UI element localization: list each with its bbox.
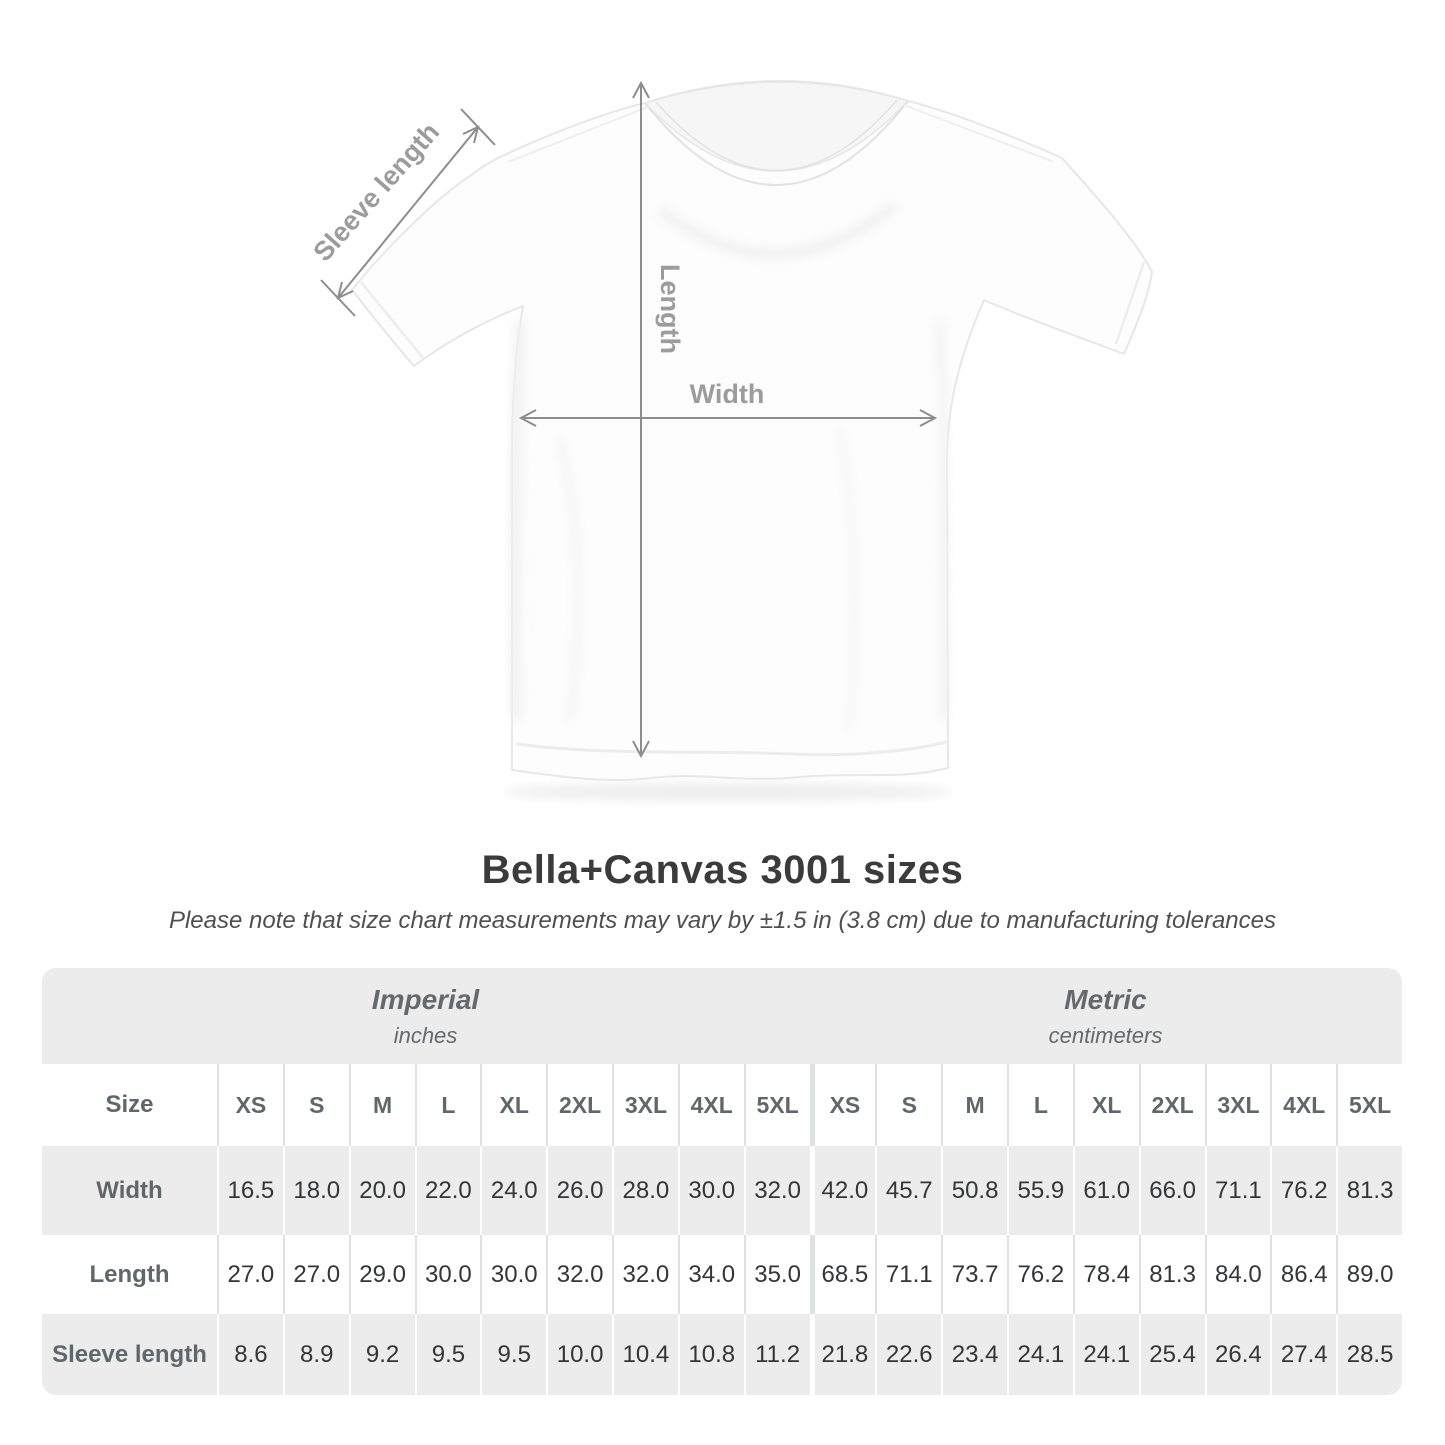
table-cell: 30.0	[415, 1235, 481, 1314]
table-cell: 3XL	[1205, 1064, 1271, 1146]
table-cell: 2XL	[546, 1064, 612, 1146]
unit-group-imperial	[42, 968, 809, 1064]
table-cell: 21.8	[810, 1314, 876, 1395]
table-cell: 71.1	[1205, 1146, 1271, 1235]
table-cell: 9.2	[349, 1314, 415, 1395]
row-label: Sleeve length	[42, 1314, 217, 1395]
table-cell: 81.3	[1139, 1235, 1205, 1314]
size-table-grid	[42, 1064, 1402, 1395]
imperial-header: Imperial	[371, 983, 480, 1015]
table-cell: 2XL	[1139, 1064, 1205, 1146]
table-cell: 27.0	[283, 1235, 349, 1314]
imperial-unit: inches	[393, 1022, 458, 1048]
table-cell: 81.3	[1336, 1146, 1402, 1235]
table-cell: 28.5	[1336, 1314, 1402, 1395]
table-row	[42, 1146, 1402, 1235]
tshirt-photo	[352, 81, 1152, 780]
table-cell: M	[941, 1064, 1007, 1146]
table-cell: 34.0	[678, 1235, 744, 1314]
table-cell: XL	[480, 1064, 546, 1146]
size-header-row	[42, 1064, 1402, 1146]
table-cell: 8.6	[217, 1314, 283, 1395]
table-cell: 25.4	[1139, 1314, 1205, 1395]
table-cell: 20.0	[349, 1146, 415, 1235]
table-cell: 27.4	[1270, 1314, 1336, 1395]
table-cell: 8.9	[283, 1314, 349, 1395]
table-cell: 89.0	[1336, 1235, 1402, 1314]
table-cell: 10.8	[678, 1314, 744, 1395]
table-cell: 23.4	[941, 1314, 1007, 1395]
table-cell: 71.1	[875, 1235, 941, 1314]
table-cell: 5XL	[1336, 1064, 1402, 1146]
length-label: Length	[655, 264, 685, 354]
table-cell: 86.4	[1270, 1235, 1336, 1314]
row-label: Length	[89, 1260, 170, 1288]
table-row	[42, 1235, 1402, 1314]
table-cell: 5XL	[744, 1064, 810, 1146]
row-label: Size	[105, 1091, 154, 1118]
table-cell: 9.5	[415, 1314, 481, 1395]
table-row	[42, 1314, 1402, 1395]
table-cell: 42.0	[810, 1146, 876, 1235]
table-cell: 22.6	[875, 1314, 941, 1395]
table-cell: 66.0	[1139, 1146, 1205, 1235]
table-cell: XS	[217, 1064, 283, 1146]
metric-header: Metric	[1064, 983, 1147, 1015]
table-cell: 76.2	[1007, 1235, 1073, 1314]
table-cell: 73.7	[941, 1235, 1007, 1314]
table-cell: 76.2	[1270, 1146, 1336, 1235]
table-cell: 35.0	[744, 1235, 810, 1314]
table-cell: 32.0	[612, 1235, 678, 1314]
table-cell: 32.0	[546, 1235, 612, 1314]
width-label: Width	[689, 379, 765, 409]
table-cell: 22.0	[415, 1146, 481, 1235]
table-cell: 55.9	[1007, 1146, 1073, 1235]
table-cell: 28.0	[612, 1146, 678, 1235]
table-cell: 30.0	[480, 1235, 546, 1314]
table-cell: 61.0	[1073, 1146, 1139, 1235]
table-cell: 26.4	[1205, 1314, 1271, 1395]
table-cell: M	[349, 1064, 415, 1146]
table-cell: 24.1	[1007, 1314, 1073, 1395]
table-cell: S	[875, 1064, 941, 1146]
table-cell: 50.8	[941, 1146, 1007, 1235]
table-cell: 29.0	[349, 1235, 415, 1314]
table-cell: 9.5	[480, 1314, 546, 1395]
table-cell: XL	[1073, 1064, 1139, 1146]
table-header-band	[42, 968, 1402, 1064]
table-cell: 84.0	[1205, 1235, 1271, 1314]
table-cell: 45.7	[875, 1146, 941, 1235]
table-cell: 11.2	[744, 1314, 810, 1395]
table-cell: 10.0	[546, 1314, 612, 1395]
table-cell: XS	[810, 1064, 876, 1146]
table-cell: 78.4	[1073, 1235, 1139, 1314]
table-cell: 3XL	[612, 1064, 678, 1146]
table-cell: 16.5	[217, 1146, 283, 1235]
tolerance-note: Please note that size chart measurements may vary by ±1.5 in (3.8 cm) due to manufacturing tolerances	[168, 907, 1277, 934]
table-cell: 4XL	[1270, 1064, 1336, 1146]
table-cell: 24.0	[480, 1146, 546, 1235]
shirt-shadow	[503, 783, 953, 801]
size-table	[42, 968, 1402, 1395]
table-cell: 27.0	[217, 1235, 283, 1314]
table-cell: 4XL	[678, 1064, 744, 1146]
table-cell: 30.0	[678, 1146, 744, 1235]
table-cell: L	[1007, 1064, 1073, 1146]
sleeve-length-label: Sleeve length	[307, 116, 446, 268]
table-cell: 26.0	[546, 1146, 612, 1235]
row-label: Width	[42, 1146, 217, 1235]
title-block	[0, 848, 1445, 935]
table-cell: 18.0	[283, 1146, 349, 1235]
table-cell: 24.1	[1073, 1314, 1139, 1395]
page-title: Bella+Canvas 3001 sizes	[481, 848, 964, 892]
table-cell: L	[415, 1064, 481, 1146]
table-cell: 32.0	[744, 1146, 810, 1235]
table-cell: 10.4	[612, 1314, 678, 1395]
unit-group-metric	[809, 968, 1402, 1064]
table-cell: S	[283, 1064, 349, 1146]
table-cell: 68.5	[810, 1235, 876, 1314]
metric-unit: centimeters	[1048, 1022, 1163, 1048]
